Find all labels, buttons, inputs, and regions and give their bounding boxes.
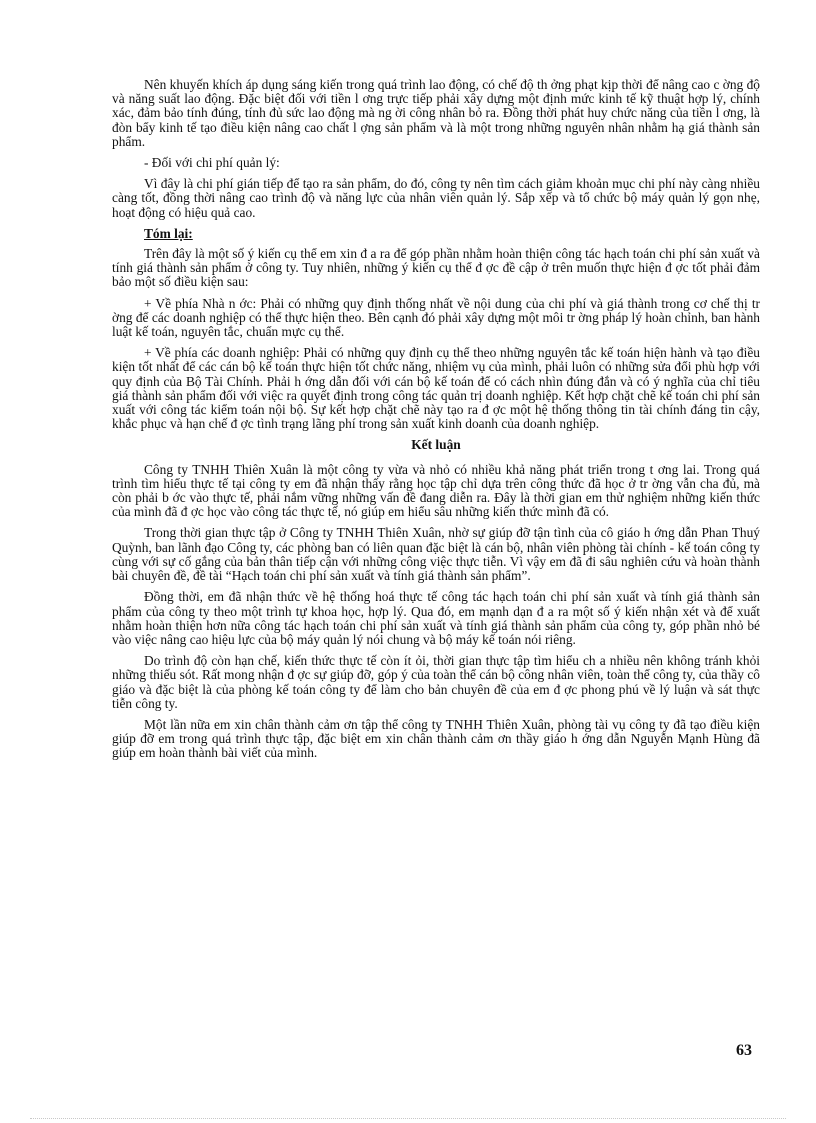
summary-heading: Tóm lại: xyxy=(144,225,193,241)
paragraph-conclusion-4: Do trình độ còn hạn chế, kiến thức thực tế còn ít ỏi, thời gian thực tập tìm hiểu ch a nhiều nên không tránh khỏi những thiếu sót. Rất mong nhận đ ợc sự giúp đỡ, góp ý của toàn thể cán bộ công nhân viên, toàn thể công ty, của thầy cô giáo và đặc biệt là của phòng kế toán công ty để làm cho bản chuyên đề của em đ ợc phong phú về lý luận và sát thực tiễn công ty. xyxy=(112,653,760,711)
paragraph-management-cost: Vì đây là chi phí gián tiếp để tạo ra sản phẩm, do đó, công ty nên tìm cách giảm khoản mục chi phí này càng nhiều càng tốt, đồng thời nâng cao trình độ và năng lực của nhân viên quản lý. Sắp xếp và tổ chức bộ máy quản lý gọn nhẹ, hoạt động có hiệu quả cao. xyxy=(112,176,760,220)
paragraph-state-side: + Về phía Nhà n ớc: Phải có những quy định thống nhất về nội dung của chi phí và giá thành trong cơ chế thị tr ờng để các doanh nghiệp có thể thực hiện theo. Bên cạnh đó phải xây dựng một môi tr ờng pháp lý hoàn chỉnh, ban hành luật kế toán, nguyên tắc, chuẩn mực cụ thể. xyxy=(112,295,760,340)
paragraph-conclusion-5: Một lần nữa em xin chân thành cảm ơn tập thể công ty TNHH Thiên Xuân, phòng tài vụ công ty đã tạo điều kiện giúp đỡ em trong quá trình thực tập, đặc biệt em xin chân thành cảm ơn thầy giáo h ớng dẫn Nguyễn Mạnh Hùng đã giúp em hoàn thành bài viết của mình. xyxy=(112,716,760,761)
conclusion-heading: Kết luận xyxy=(411,437,461,453)
footer-divider xyxy=(30,1118,786,1119)
paragraph-conclusion-3: Đồng thời, em đã nhận thức về hệ thống hoá thực tế công tác hạch toán chi phí sản xuất và tính giá thành sản phẩm của công ty theo một trình tự khoa học, hợp lý. Qua đó, em mạnh dạn đ a ra một số ý kiến nhận xét và để xuất nhằm hoàn thiện hơn nữa công tác hạch toán chi phí sản xuất và tính giá thành sản phẩm của công ty, góp phần nhỏ bé vào việc nâng cao hiệu lực của bộ máy quản lý nói chung và bộ máy kế toán nói riêng. xyxy=(112,589,760,647)
paragraph-summary-intro: Trên đây là một số ý kiến cụ thể em xin đ a ra để góp phần nhằm hoàn thiện công tác hạch toán chi phí sản xuất và tính giá thành sản phẩm ở công ty. Tuy nhiên, những ý kiến cụ thể đ ợc đề cập ở trên muốn thực hiện đ ợc tốt phải đảm bảo một số điều kiện sau: xyxy=(112,246,760,290)
paragraph-labor-wages: Nên khuyến khích áp dụng sáng kiến trong quá trình lao động, có chế độ th ởng phạt kịp thời để nâng cao c ờng độ và năng suất lao động. Đặc biệt đối với tiền l ơng trực tiếp phải xây dựng một định mức kinh tế kỹ thuật hợp lý, chính xác, đảm bảo tính đúng, tính đủ sức lao động mà ng ời công nhân bỏ ra. Đồng thời phát huy chức năng của tiền l ơng, là đòn bẩy kinh tế tạo điều kiện nâng cao chất l ợng sản phẩm và là một trong những nguyên nhân nhằm hạ giá thành sản phẩm. xyxy=(112,77,760,149)
paragraph-conclusion-2: Trong thời gian thực tập ở Công ty TNHH Thiên Xuân, nhờ sự giúp đỡ tận tình của cô giáo h ớng dẫn Phan Thuý Quỳnh, ban lãnh đạo Công ty, các phòng ban có liên quan đặc biệt là cán bộ, nhân viên phòng tài chính - kế toán công ty cùng với sự cố gắng của bản thân tiếp cận với những công việc thực tiễn. Vì vậy em đã đi sâu nghiên cứu và hoàn thành bài chuyên đề, đề tài “Hạch toán chi phí sản xuất và tính giá thành sản phẩm”. xyxy=(112,525,760,584)
document-body xyxy=(112,78,760,768)
paragraph-enterprise-side: + Về phía các doanh nghiệp: Phải có những quy định cụ thể theo những nguyên tắc kế toán hiện hành và tạo điều kiện tốt nhất để các cán bộ kế toán thực hiện tốt chức năng, nhiệm vụ của mình, phải luôn có những sửa đổi phù hợp với quy định của Bộ Tài Chính. Phải h ớng dẫn đối với cán bộ kế toán để có cách nhìn đúng đắn và có ý nghĩa của chỉ tiêu giá thành sản phẩm đối với việc ra quyết định trong công tác quản trị doanh nghiệp. Kết hợp chặt chẽ kế toán chi phí sản xuất với công tác kiểm toán nội bộ. Sự kết hợp chặt chẽ này tạo ra đ ợc một hệ thống thông tin tài chính đáng tin cậy, khắc phục và hạn chế đ ợc tình trạng lãng phí trong sản xuất kinh doanh của doanh nghiệp. xyxy=(112,345,760,432)
page-number: 63 xyxy=(736,1042,752,1059)
paragraph-conclusion-1: Công ty TNHH Thiên Xuân là một công ty vừa và nhỏ có nhiều khả năng phát triển trong t ơng lai. Trong quá trình tìm hiểu thực tế tại công ty em đã nhận thấy rằng học tập chỉ dựa trên công thức đã học ở tr ờng vẫn cha đủ, mà còn phải b ớc vào thực tế, phải nắm vững những vấn đề đang diễn ra. Đây là thời gian em thử nghiệm những kiến thức của mình đã đ ợc học vào công tác thực tế, nó giúp em hiểu sâu những kiến thức mình đã có. xyxy=(112,461,760,520)
paragraph-management-cost-label: - Đối với chi phí quản lý: xyxy=(144,155,280,171)
